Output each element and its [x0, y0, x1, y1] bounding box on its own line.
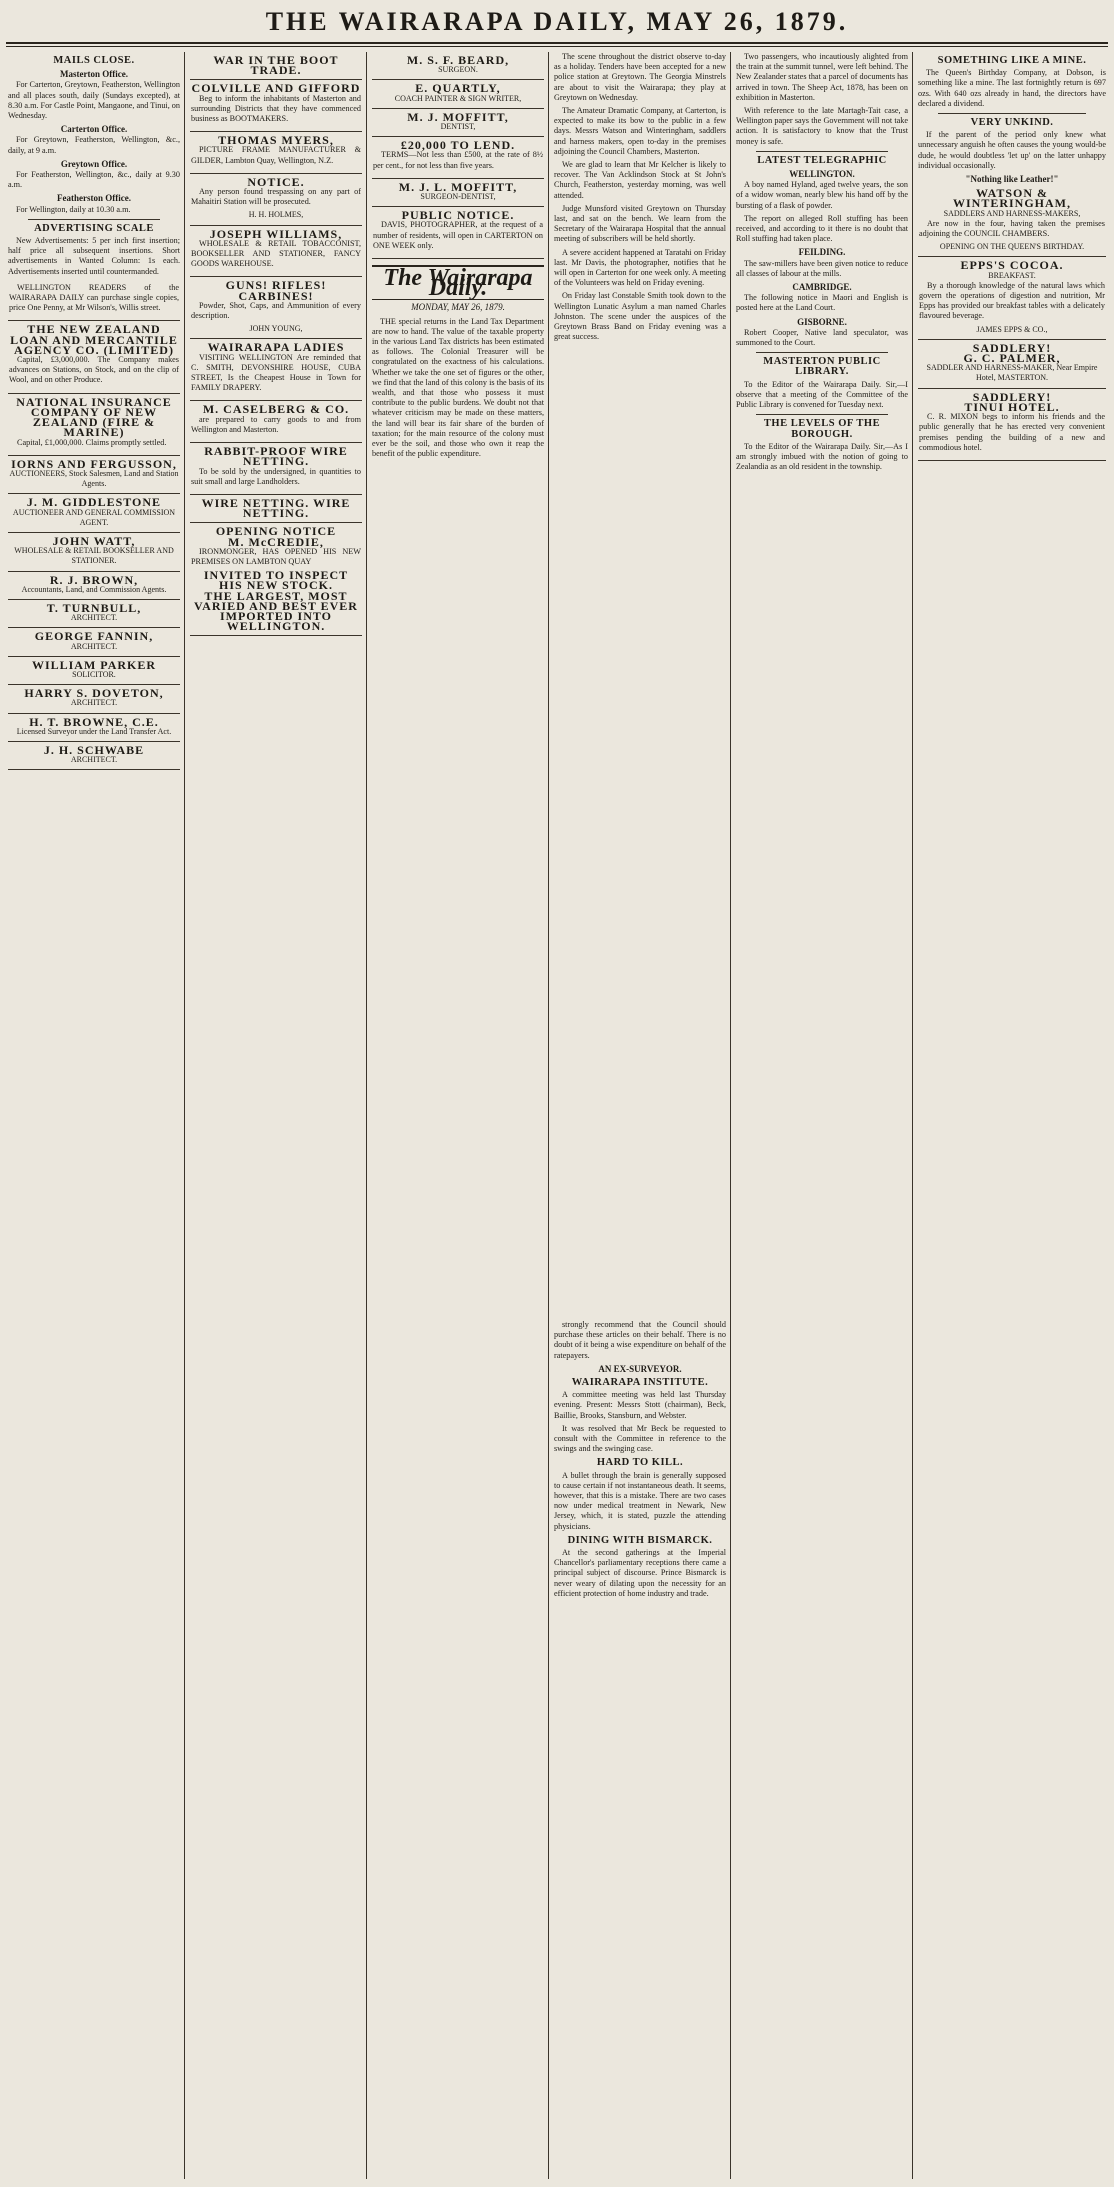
ad-text: Capital, £3,000,000. The Company makes advances on Stations, on Stock, and on the clip of Wool, and on other Produce.: [9, 355, 179, 385]
ad-browne: [8, 714, 180, 742]
ad-title: SADDLERY!: [972, 389, 1052, 404]
ad-signature: H. H. HOLMES,: [248, 210, 304, 220]
column-3: [372, 52, 544, 2179]
editorial-text: THE special returns in the Land Tax Department are now to hand. The value of the taxable property in the various Land Tax districts has been estimated as follows. The Colonial Treasurer will be congratulated on the exactness of his calculations. Whether we take the one set of figures or the other, we find that the land of this colony is the basis of its wealth, and that those who possess it must contribute to the public burdens. We doubt not that whatever criticism may be made on these matters, the land will bear its fair share of the burden of taxation; for the main resource of the colony must ever be the soil, and those who own it reap the benefit of the public expenditure.: [372, 316, 544, 459]
ad-text: AUCTIONEERS, Stock Salesmen, Land and Station Agents.: [9, 468, 179, 489]
ad-loan: [372, 137, 544, 179]
ad-text: Powder, Shot, Caps, and Ammunition of every description.: [191, 300, 361, 321]
ad-text: SOLICITOR.: [72, 669, 116, 679]
mails-sub: Masterton Office.: [60, 69, 128, 80]
news-paragraph: With reference to the late Martagh-Tait case, a Wellington paper says the Government will not take action. It is satisfactory to know that the Trust money is safe.: [736, 106, 908, 146]
news-paragraph: Two passengers, who incautiously alighted from the train at the summit tunnel, were left behind. The New Zealander states that a parcel of documents has arrived in town. The Sheep Act, 1878, has been on exhibition in Masterton.: [736, 52, 908, 102]
ad-title: GEORGE FANNIN,: [34, 629, 154, 644]
column-divider: [730, 52, 731, 2179]
ad-text: SURGEON.: [438, 65, 478, 75]
news-paragraph: A committee meeting was held last Thursday evening. Present: Messrs Stott (chairman), Beck, Baillie, Brooks, Stansburn, and Webster.: [554, 1390, 726, 1420]
dateline: MONDAY, MAY 26, 1879.: [411, 302, 505, 313]
ad-name: G. C. PALMER,: [963, 351, 1061, 366]
ad-mccredie: [190, 523, 362, 636]
ad-title: M. J. MOFFITT,: [407, 109, 509, 124]
mails-text: For Featherston, Wellington, &c., daily at 9.30 a.m.: [8, 170, 180, 190]
news-paragraph: The saw-millers have been given notice to reduce all classes of labour at the mills.: [736, 258, 908, 278]
section-subheading: GISBORNE.: [797, 316, 847, 327]
ad-john-watt: [8, 533, 180, 572]
news-paragraph: A bullet through the brain is generally supposed to cause certain if not instantaneous death. It seems, however, that this is a mistake. There are two cases now under medical treatment in Newark, New Jersey, which, it is stated, puzzle the attending physicians.: [554, 1470, 726, 1531]
ad-title: IORNS AND FERGUSSON,: [11, 456, 177, 471]
ad-title: PUBLIC NOTICE.: [401, 208, 515, 223]
news-paragraph: To the Editor of the Wairarapa Daily. Sir,—As I am strongly imbued with the notion of going to Zealandia as an old resident in the township.: [736, 441, 908, 472]
news-paragraph: The Amateur Dramatic Company, at Carterton, is expected to make its bow to the public in a few days. Messrs Watson and Winteringham, saddlers and harness makers, open to-day in the premises adjoining the Council Chambers, Masterton.: [554, 106, 726, 156]
advertising-heading: ADVERTISING SCALE: [34, 222, 154, 234]
mails-text: For Greytown, Featherston, Wellington, &c., daily, at 9 a.m.: [8, 135, 180, 155]
ad-title: SADDLERY!: [972, 340, 1052, 355]
ad-title: J. H. SCHWABE: [43, 742, 145, 757]
ad-giddlestone: [8, 494, 180, 533]
section-subheading: FEILDING.: [798, 247, 846, 258]
masthead-rule: [6, 42, 1108, 44]
divider: [756, 414, 888, 415]
ad-myers: [190, 132, 362, 174]
ad-text: WHOLESALE & RETAIL BOOKSELLER AND STATIONER.: [14, 546, 174, 566]
ad-text: Beg to inform the inhabitants of Masterton and surrounding Districts that they have commenced business as BOOTMAKERS.: [191, 93, 361, 124]
ad-title: WATSON & WINTERINGHAM,: [952, 186, 1071, 211]
ad-watson: [918, 185, 1106, 257]
ad-title: WILLIAM PARKER: [31, 657, 157, 672]
ad-text: ARCHITECT.: [70, 641, 118, 651]
section-heading: VERY UNKIND.: [970, 117, 1054, 129]
ad-title: E. QUARTLY,: [415, 81, 501, 96]
ad-text: ARCHITECT.: [70, 613, 118, 623]
ad-text: AUCTIONEER AND GENERAL COMMISSION AGENT.: [12, 507, 176, 527]
ad-title: £20,000 TO LEND.: [400, 138, 516, 153]
ad-beard: [372, 52, 544, 80]
ad-invite: INVITED TO INSPECT HIS NEW STOCK.: [203, 568, 349, 593]
news-paragraph: The report on alleged Roll stuffing has been received, and according to it there is no doubt that Roll stuffing had taken place.: [736, 213, 908, 244]
ad-quartly: [372, 80, 544, 108]
ad-ladies: [190, 339, 362, 401]
quote: "Nothing like Leather!": [965, 174, 1059, 185]
ad-title: J. M. GIDDLESTONE: [26, 495, 162, 510]
news-paragraph: If the parent of the period only knew what unnecessary anguish he often causes the young would-be dude, he would doubtless 'let up' on the latter unhappy individual occasionally.: [918, 130, 1106, 170]
ad-guns: [190, 277, 362, 339]
ad-name: TINUI HOTEL.: [964, 399, 1060, 414]
news-paragraph: Judge Munsford visited Greytown on Thursday last, and sat on the bench. We learn from the Secretary of the Wairarapa Hospital that the annual meeting of subscribers will be held shortly.: [554, 203, 726, 244]
ad-title: H. T. BROWNE, C.E.: [29, 714, 159, 729]
masthead-rule-thin: [6, 46, 1108, 47]
section-heading: LATEST TELEGRAPHIC: [757, 154, 887, 166]
section-subheading: WELLINGTON.: [789, 169, 855, 180]
ad-war-boot-trade: [190, 52, 362, 80]
ad-signature: JOHN YOUNG,: [249, 324, 303, 334]
ad-wellington-readers: [8, 280, 180, 322]
ad-title: COLVILLE AND GIFFORD: [191, 81, 361, 96]
ad-title: OPENING NOTICE: [215, 524, 337, 539]
ad-text: PICTURE FRAME MANUFACTURER & GILDER, Lambton Quay, Wellington, N.Z.: [191, 145, 361, 165]
ad-sub: SADDLERS AND HARNESS-MAKERS,: [943, 208, 1081, 218]
ad-title: M. CASELBERG & CO.: [202, 402, 350, 417]
news-paragraph: To the Editor of the Wairarapa Daily. Sir,—I observe that a meeting of the Committee of the Public Library is convened for Tuesday next.: [736, 379, 908, 410]
column-divider: [548, 52, 549, 2179]
ad-text: ARCHITECT.: [70, 698, 118, 708]
column-6-content: [554, 1320, 726, 2179]
ad-title: WAIRARAPA LADIES: [207, 340, 345, 355]
ad-tinui: [918, 389, 1106, 461]
section-heading: MASTERTON PUBLIC LIBRARY.: [763, 356, 881, 378]
ad-text: C. R. MIXON begs to inform his friends and the public generally that he has erected very convenient premises pending the building of a new and commodious hotel.: [919, 412, 1105, 452]
ad-text: WHOLESALE & RETAIL TOBACCONIST, BOOKSELLER AND STATIONER, FANCY GOODS WAREHOUSE.: [191, 238, 361, 269]
ad-text: WELLINGTON READERS of the WAIRARAPA DAILY can purchase single copies, price One Penny, at Mr Wilson's, Willis street.: [9, 282, 179, 313]
ad-title: WAR IN THE BOOT TRADE.: [213, 53, 339, 78]
section-subheading: CAMBRIDGE.: [792, 282, 852, 293]
ad-text: DENTIST,: [440, 122, 476, 132]
ad-brown: [8, 572, 180, 600]
ad-title: T. TURNBULL,: [46, 600, 142, 615]
column-2: [190, 52, 362, 2179]
section-heading: SOMETHING LIKE A MINE.: [937, 55, 1087, 66]
divider: [756, 352, 888, 353]
ad-parker: [8, 657, 180, 685]
ad-title: RABBIT-PROOF WIRE NETTING.: [204, 444, 348, 469]
ad-text: By a thorough knowledge of the natural laws which govern the operations of digestion and nutrition, Mr Epps has provided our breakfast tables with a delicately flavoured beverage.: [919, 280, 1105, 321]
ad-williams: [190, 226, 362, 278]
section-heading: DINING WITH BISMARCK.: [567, 1534, 713, 1546]
ad-text: TERMS—Not less than £500, at the rate of 8½ per cent., for not less than five years.: [373, 150, 543, 170]
ad-title: EPPS'S COCOA.: [960, 258, 1064, 273]
masthead: [0, 0, 1114, 44]
mails-sub: Carterton Office.: [60, 124, 128, 135]
ad-open: OPENING ON THE QUEEN'S BIRTHDAY.: [939, 242, 1085, 252]
ad-title: HARRY S. DOVETON,: [24, 686, 164, 701]
ad-notice: [190, 174, 362, 226]
news-paragraph: The Queen's Birthday Company, at Dobson, is something like a mine. The last fortnightly return is 697 ozs. With 640 ozs already in hand, the directors have declared a dividend.: [918, 68, 1106, 108]
news-paragraph: The scene throughout the district observe to-day as a holiday. Tenders have been accepted for a new police station at Greytown. The Georgia Minstrels are about to visit the Wairarapa; they play at Greytown on Wednesday.: [554, 52, 726, 102]
mails-sub: Greytown Office.: [60, 158, 128, 169]
ad-caselberg: [190, 401, 362, 443]
ad-text: Any person found trespassing on any part of Mahaitiri Station will be prosecuted.: [191, 187, 361, 207]
ad-title: R. J. BROWN,: [49, 572, 139, 587]
divider: [938, 113, 1086, 114]
ad-name: M. McCREDIE,: [228, 534, 324, 549]
ad-epps: [918, 257, 1106, 339]
ad-rabbit: [190, 443, 362, 495]
ad-text: SURGEON-DENTIST,: [420, 192, 496, 202]
ad-title: THOMAS MYERS,: [218, 133, 334, 148]
news-paragraph: On Friday last Constable Smith took down to the Wellington Lunatic Asylum a man named Charles Johnston. The scene under the auspices of the Greytown Brass Band on Friday evening was a great success.: [554, 291, 726, 342]
ad-text: SADDLER AND HARNESS-MAKER, Near Empire Hotel, MASTERTON.: [926, 363, 1098, 383]
ad-moffitt: [372, 109, 544, 137]
mails-sub: Featherston Office.: [57, 193, 131, 204]
ad-title: JOSEPH WILLIAMS,: [209, 226, 343, 241]
ad-text: VISITING WELLINGTON Are reminded that C. SMITH, DEVONSHIRE HOUSE, CUBA STREET, Is the Cheapest House in Town for FAMILY DRAPERY.: [191, 352, 361, 393]
mails-text: For Carterton, Greytown, Featherston, Wellington and all places south, daily (Sundays excepted), at 8.30 a.m. For Castle Point, Mangaone, and Tinui, on Wednesday.: [8, 80, 180, 121]
news-paragraph: strongly recommend that the Council should purchase these articles on their behalf. There is no doubt of it being a wise expenditure on behalf of the ratepayers.: [554, 1320, 726, 1360]
column-divider: [184, 52, 185, 2179]
news-paragraph: A severe accident happened at Taratahi on Friday last. Mr Davis, the photographer, notifies that he will open in Carterton for one week only. A meeting of the Volunteers was held on Friday evening.: [554, 247, 726, 288]
column-1: [8, 52, 180, 2179]
ad-text: COACH PAINTER & SIGN WRITER,: [394, 93, 522, 103]
ad-colville: [190, 80, 362, 132]
ad-public-notice: [372, 207, 544, 259]
ad-schwabe: [8, 742, 180, 770]
signature: AN EX-SURVEYOR.: [598, 1363, 682, 1374]
ad-largest: THE LARGEST, MOST VARIED AND BEST EVER IMPORTED INTO WELLINGTON.: [194, 588, 358, 634]
ad-text: Are now in the four, having taken the premises adjoining the COUNCIL CHAMBERS.: [919, 218, 1105, 239]
ad-title: THE NEW ZEALAND LOAN AND MERCANTILE AGENCY CO. (LIMITED): [10, 322, 178, 357]
section-heading: HARD TO KILL.: [596, 1457, 684, 1469]
ad-text: Licensed Surveyor under the Land Transfer Act.: [16, 726, 172, 736]
ad-wire: [190, 495, 362, 523]
mails-heading: MAILS CLOSE.: [53, 55, 135, 66]
ad-title: M. S. F. BEARD,: [406, 53, 510, 67]
section-heading: THE LEVELS OF THE BOROUGH.: [763, 418, 881, 440]
newspaper-banner: The Wairarapa Daily.: [372, 265, 544, 300]
column-5: [736, 52, 908, 2179]
ad-signature: JAMES EPPS & CO.,: [976, 324, 1048, 334]
ad-turnbull: [8, 600, 180, 628]
ad-text: ARCHITECT.: [70, 755, 118, 765]
mails-text: For Wellington, daily at 10.30 a.m.: [16, 204, 131, 214]
ad-title: GUNS! RIFLES! CARBINES!: [225, 278, 327, 303]
column-divider: [912, 52, 913, 2179]
ad-moffitt-2: [372, 179, 544, 207]
ad-title: M. J. L. MOFFITT,: [398, 179, 518, 194]
ad-nz-loan: [8, 321, 180, 393]
ad-title: WIRE NETTING. WIRE NETTING.: [201, 495, 351, 521]
ad-iorns: [8, 456, 180, 495]
ad-title: NOTICE.: [247, 174, 305, 189]
ad-text: Accountants, Land, and Commission Agents.: [21, 584, 167, 594]
news-paragraph: A boy named Hyland, aged twelve years, the son of a widow woman, nearly blew his hand off by the bursting of a flask of powder.: [736, 180, 908, 210]
ad-title: NATIONAL INSURANCE COMPANY OF NEW ZEALAND (FIRE & MARINE): [16, 394, 172, 440]
column-divider: [366, 52, 367, 2179]
news-paragraph: At the second gatherings at the Imperial Chancellor's parliamentary receptions there came a principal subject of discourse. Prince Bismarck is never weary of dilating upon the necessity for an efficient protection of home industry and trade.: [554, 1548, 726, 1598]
ad-text: IRONMONGER, HAS OPENED HIS NEW PREMISES ON LAMBTON QUAY: [191, 546, 361, 566]
news-paragraph: It was resolved that Mr Beck be requested to consult with the Committee in reference to the swings and the swinging case.: [554, 1423, 726, 1454]
ad-national-insurance: [8, 394, 180, 456]
page-title: THE WAIRARAPA DAILY, MAY 26, 1879.: [265, 7, 849, 36]
ad-title: JOHN WATT,: [52, 533, 136, 548]
divider: [28, 219, 160, 220]
ad-fannin: [8, 628, 180, 656]
ad-palmer: [918, 340, 1106, 389]
ad-doveton: [8, 685, 180, 713]
news-paragraph: Robert Cooper, Native land speculator, was summoned to the Court.: [736, 327, 908, 348]
ad-text: Capital, £1,000,000. Claims promptly settled.: [17, 437, 167, 447]
news-paragraph: The following notice in Maori and English is posted here at the Land Court.: [736, 293, 908, 313]
advertising-text: New Advertisements: 5 per inch first insertion; half price all subsequent insertions. Short advertisements in Wanted Column: 1s each. Advertisements inserted until countermanded.: [8, 236, 180, 276]
ad-sub: BREAKFAST.: [988, 270, 1036, 280]
column-6: [918, 52, 1106, 2179]
news-paragraph: We are glad to learn that Mr Kelcher is likely to recover. The Van Acklindson Stock at St John's Church, Featherston, yesterday morning, was well attended.: [554, 160, 726, 200]
divider: [756, 151, 888, 152]
ad-text: DAVIS, PHOTOGRAPHER, at the request of a number of residents, will open in CARTERTON on ONE WEEK only.: [373, 220, 543, 250]
ad-text: To be sold by the undersigned, in quantities to suit small and large Landholders.: [191, 466, 361, 486]
section-heading: WAIRARAPA INSTITUTE.: [571, 1377, 709, 1389]
ad-text: are prepared to carry goods to and from Wellington and Masterton.: [191, 414, 361, 434]
